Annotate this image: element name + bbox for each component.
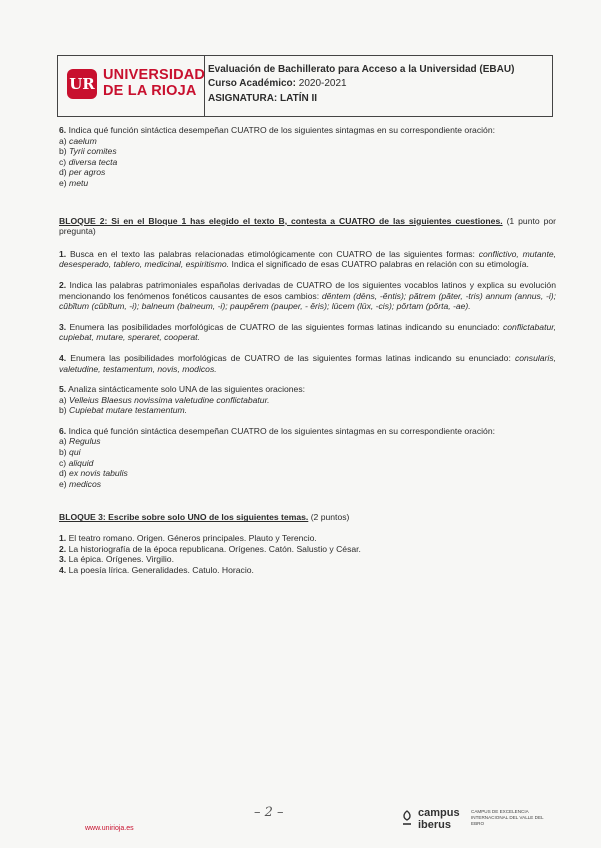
item-label: c) bbox=[59, 457, 67, 468]
university-url-link[interactable]: www.unirioja.es bbox=[85, 825, 134, 832]
list-item bbox=[59, 479, 556, 490]
list-item bbox=[59, 468, 556, 479]
bloque3-topics bbox=[59, 533, 556, 575]
item-label: b) bbox=[59, 447, 67, 458]
item-term: metu bbox=[69, 177, 89, 188]
exam-title: Evaluación de Bachillerato para Acceso a la Universidad (EBAU) bbox=[208, 64, 515, 75]
item-term: Regulus bbox=[69, 436, 101, 447]
list-item bbox=[59, 136, 556, 147]
question-body: Analiza sintácticamente solo UNA de las siguientes oraciones: bbox=[68, 384, 306, 395]
item-label: a) bbox=[59, 135, 67, 146]
subject-title: ASIGNATURA: LATÍN II bbox=[208, 92, 318, 104]
topic-text: La poesía lírica. Generalidades. Catulo. Horacio. bbox=[68, 564, 254, 575]
university-logo bbox=[58, 56, 205, 116]
bloque2-q6 bbox=[59, 426, 556, 490]
question-body: Enumera las posibilidades morfológicas de CUATRO de las siguientes formas latinas indicando su enunciado: bbox=[69, 321, 500, 332]
list-item bbox=[59, 395, 556, 406]
question-number: 6. bbox=[59, 425, 67, 436]
top-question bbox=[59, 125, 556, 189]
item-label: d) bbox=[59, 468, 67, 479]
list-item bbox=[59, 405, 556, 416]
topic-text: La épica. Orígenes. Virgilio. bbox=[68, 554, 174, 565]
item-term: Velleius Blaesus novissima valetudine conflictabatur. bbox=[69, 394, 270, 405]
campus-word-2: iberus bbox=[418, 818, 452, 831]
bloque2-title bbox=[59, 216, 556, 237]
bloque3-heading: BLOQUE 3: Escribe sobre solo UNO de los siguientes temas. bbox=[59, 512, 309, 523]
exam-info bbox=[208, 63, 514, 106]
topic-number: 3. bbox=[59, 554, 67, 565]
syntagm-list bbox=[59, 136, 556, 189]
list-item bbox=[59, 447, 556, 458]
item-label: c) bbox=[59, 156, 67, 167]
topic-number: 1. bbox=[59, 533, 67, 544]
university-emblem-icon: UR bbox=[67, 69, 97, 99]
list-item bbox=[59, 167, 556, 178]
question-body: Enumera las posibilidades morfológicas de CUATRO de las siguientes formas latinas indicando su enunciado: bbox=[70, 352, 511, 363]
item-term: Tyrii comites bbox=[69, 146, 117, 157]
list-item bbox=[59, 554, 556, 565]
question-number: 1. bbox=[59, 248, 67, 259]
item-term: per agros bbox=[69, 167, 106, 178]
bloque2-q5 bbox=[59, 384, 556, 416]
item-term: caelum bbox=[69, 135, 97, 146]
exam-header bbox=[57, 55, 553, 117]
list-item bbox=[59, 565, 556, 576]
course-value: 2020-2021 bbox=[298, 78, 347, 90]
item-term: medicos bbox=[69, 478, 102, 489]
item-label: b) bbox=[59, 146, 67, 157]
bloque3-title bbox=[59, 512, 556, 523]
page-number: – 2 – bbox=[254, 805, 284, 820]
university-name bbox=[103, 68, 205, 99]
list-item bbox=[59, 146, 556, 157]
item-term: ex novis tabulis bbox=[69, 468, 128, 479]
question-body: Indica las palabras patrimoniales españolas derivadas de CUATRO de los siguientes vocablos latinos y explica su evolución mencionando los fenómenos fonéticos causantes de esos cambios: bbox=[59, 279, 556, 301]
campus-iberus-icon bbox=[401, 810, 413, 828]
question-terms: conflictivo, mutante, desesperado, tablero, medicinal, espiritismo. bbox=[59, 248, 557, 270]
question-number: 6. bbox=[59, 125, 67, 135]
campus-word-1: campus bbox=[418, 807, 460, 819]
topic-number: 4. bbox=[59, 564, 67, 575]
item-label: a) bbox=[59, 394, 67, 405]
question-text bbox=[59, 384, 556, 395]
exam-content bbox=[59, 125, 556, 575]
bloque2-q1 bbox=[59, 249, 556, 270]
bloque2-q4 bbox=[59, 353, 556, 374]
bloque2-heading: BLOQUE 2: Si en el Bloque 1 has elegido el texto B, contesta a CUATRO de las siguientes cuestiones. bbox=[59, 215, 503, 226]
list-item bbox=[59, 178, 556, 189]
item-term: qui bbox=[69, 447, 81, 458]
bloque2-points: (1 punto por pregunta) bbox=[59, 215, 556, 237]
question-number: 2. bbox=[59, 279, 67, 290]
question-terms: dĕntem (dēns, -ĕntis); pătrem (păter, -tris) annum (annus, -i); cŭbĭtum (cŭbĭtum, -i); balneum (balneum, -i); paupĕrem (pauper, - ĕris); lūcem (lūx, -cis); pŏrtam (pŏrta, -ae). bbox=[59, 290, 556, 312]
question-tail: Indica el significado de esas CUATRO palabras en relación con su etimología. bbox=[231, 259, 529, 270]
item-term: aliquid bbox=[68, 457, 94, 468]
university-name-line1: UNIVERSIDAD bbox=[103, 67, 206, 83]
list-item bbox=[59, 533, 556, 544]
item-label: d) bbox=[59, 167, 67, 178]
item-label: b) bbox=[59, 405, 67, 416]
bloque3-points: (2 puntos) bbox=[310, 512, 350, 523]
bloque2-q2 bbox=[59, 280, 556, 312]
question-terms: consularis, valetudine, testamentum, novis, modicos. bbox=[59, 352, 557, 374]
question-body: Indica qué función sintáctica desempeñan CUATRO de los siguientes sintagmas en su correspondiente oración: bbox=[68, 425, 495, 436]
question-text bbox=[59, 426, 556, 437]
question-number: 5. bbox=[59, 384, 67, 395]
list-item bbox=[59, 544, 556, 555]
item-label: a) bbox=[59, 436, 67, 447]
question-body: Busca en el texto las palabras relacionadas etimológicamente con CUATRO de las siguientes formas: bbox=[69, 248, 475, 259]
page-footer bbox=[0, 800, 601, 848]
list-item bbox=[59, 157, 556, 168]
item-term: Cupiebat mutare testamentum. bbox=[69, 405, 188, 416]
item-label: e) bbox=[59, 478, 67, 489]
university-name-line2: DE LA RIOJA bbox=[103, 82, 197, 99]
item-label: e) bbox=[59, 177, 67, 188]
topic-text: El teatro romano. Origen. Géneros principales. Plauto y Terencio. bbox=[68, 533, 317, 544]
topic-text: La historiografía de la época republicana. Orígenes. Catón. Salustio y César. bbox=[68, 543, 361, 554]
course-year bbox=[208, 77, 514, 91]
question-number: 3. bbox=[59, 321, 67, 332]
question-terms: conflictabatur, cupiebat, mutare, speraret, cooperat. bbox=[59, 321, 557, 343]
list-item bbox=[59, 436, 556, 447]
course-label: Curso Académico: bbox=[208, 78, 296, 90]
question-text bbox=[59, 125, 556, 136]
question-body: Indica qué función sintáctica desempeñan CUATRO de los siguientes sintagmas en su correspondiente oración: bbox=[68, 125, 495, 135]
campus-iberus-wordmark bbox=[418, 808, 460, 831]
list-item bbox=[59, 458, 556, 469]
bloque2-q3 bbox=[59, 322, 556, 343]
item-term: diversa tecta bbox=[68, 156, 118, 167]
campus-description: CAMPUS DE EXCELENCIA INTERNACIONAL DEL VALLE DEL EBRO bbox=[471, 809, 544, 826]
topic-number: 2. bbox=[59, 543, 67, 554]
question-number: 4. bbox=[59, 352, 67, 363]
